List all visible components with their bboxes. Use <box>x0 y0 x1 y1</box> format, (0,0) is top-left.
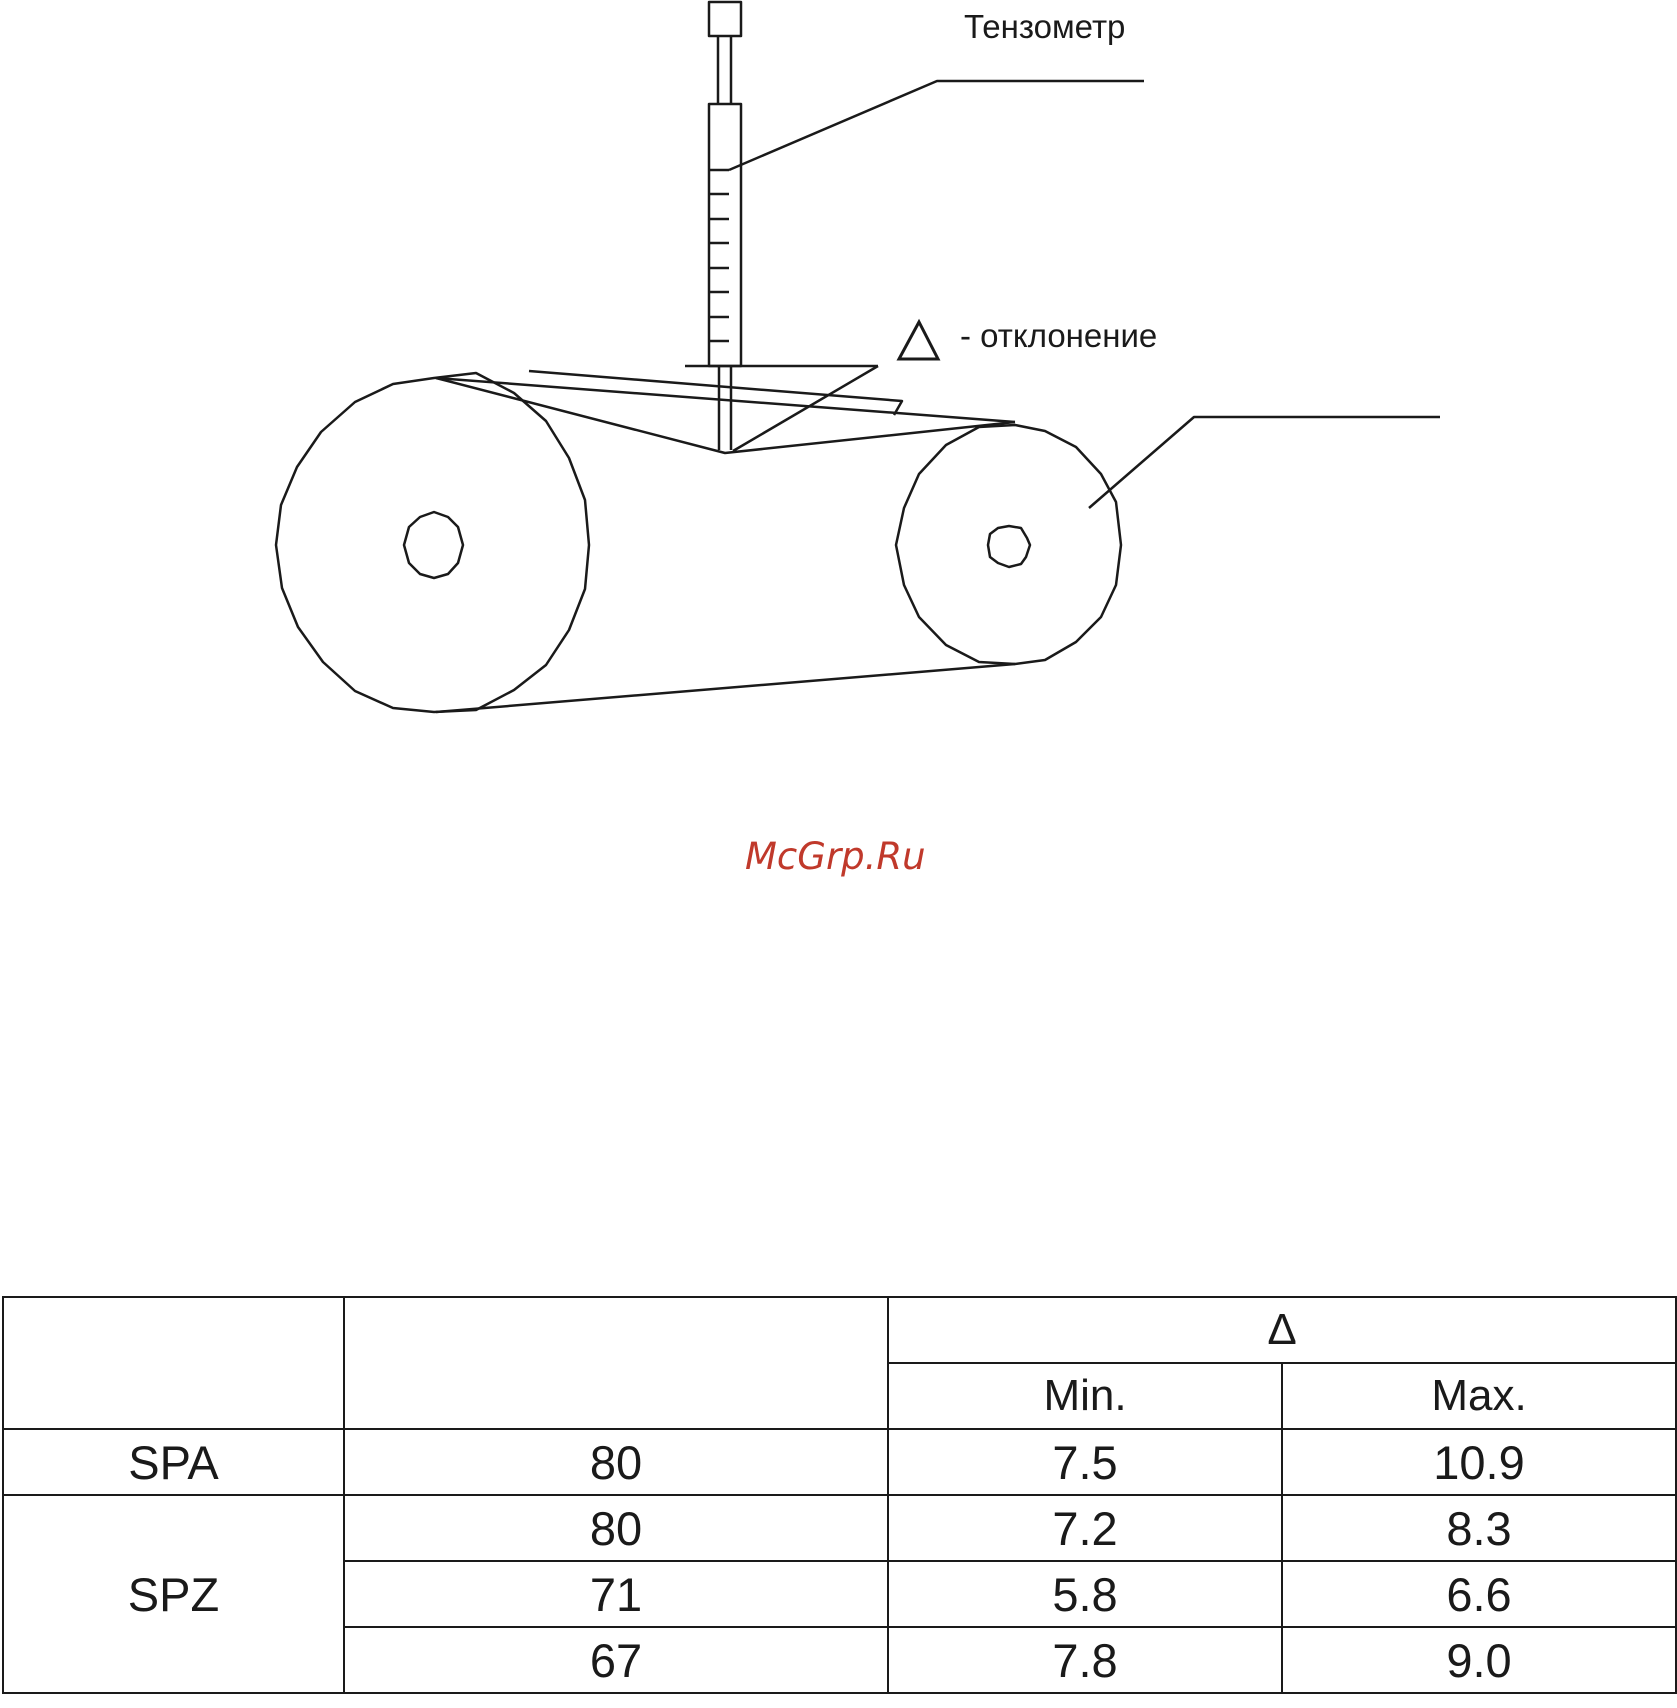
min-cell: 5.8 <box>888 1561 1282 1627</box>
tensometer-label: Тензометр <box>964 8 1126 45</box>
deflection-label: - отклонение <box>960 317 1158 354</box>
header-empty-1 <box>3 1297 344 1429</box>
tensometer-body <box>709 104 741 366</box>
min-cell: 7.2 <box>888 1495 1282 1561</box>
small-pulley <box>896 425 1121 664</box>
delta-header: Δ <box>888 1297 1676 1363</box>
tensometer-leader <box>729 81 1144 170</box>
header-empty-2 <box>344 1297 888 1429</box>
min-header: Min. <box>888 1363 1282 1429</box>
tensometer-scale <box>709 170 729 341</box>
min-cell: 7.8 <box>888 1627 1282 1693</box>
pulley-leader <box>1089 417 1440 508</box>
delta-icon <box>899 322 938 359</box>
belt-type-cell: SPZ <box>3 1495 344 1693</box>
spec-table <box>2 1296 1677 1694</box>
max-header: Max. <box>1282 1363 1676 1429</box>
watermark: McGrp.Ru <box>745 835 926 878</box>
table-row <box>3 1429 1676 1495</box>
large-pulley <box>276 373 589 712</box>
diameter-cell: 71 <box>344 1561 888 1627</box>
max-cell: 8.3 <box>1282 1495 1676 1561</box>
diameter-cell: 67 <box>344 1627 888 1693</box>
diameter-cell: 80 <box>344 1429 888 1495</box>
min-cell: 7.5 <box>888 1429 1282 1495</box>
large-pulley-hub <box>404 512 463 578</box>
max-cell: 10.9 <box>1282 1429 1676 1495</box>
max-cell: 9.0 <box>1282 1627 1676 1693</box>
small-pulley-hub <box>988 526 1030 567</box>
table-row <box>3 1495 1676 1561</box>
diameter-cell: 80 <box>344 1495 888 1561</box>
tensometer-cap <box>709 2 741 36</box>
belt <box>436 378 1015 712</box>
belt-type-cell: SPA <box>3 1429 344 1495</box>
max-cell: 6.6 <box>1282 1561 1676 1627</box>
